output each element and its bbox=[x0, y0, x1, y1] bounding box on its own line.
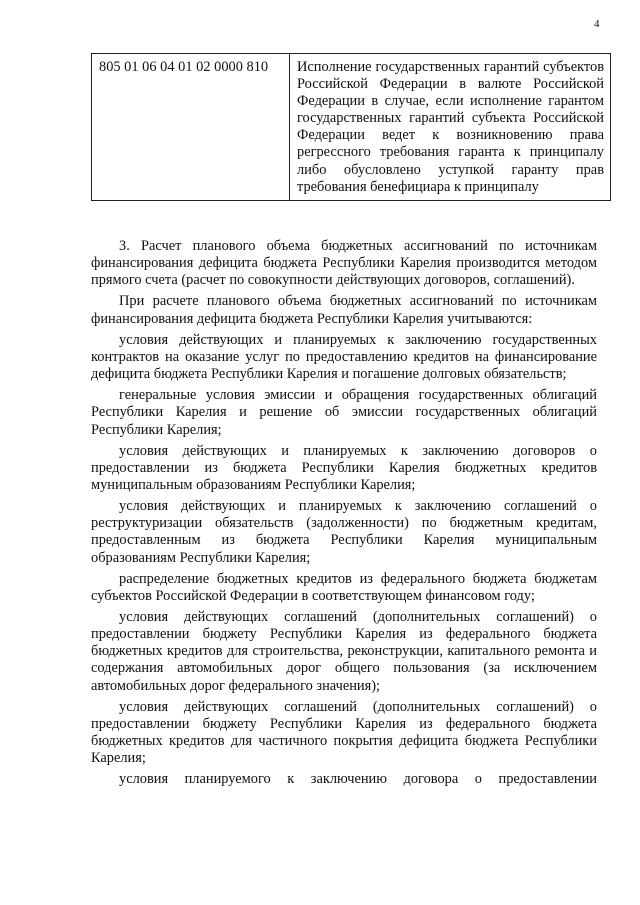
code-description: Исполнение государственных гарантий субъектов Российской Федерации в валюте Российской Федерации в случае, если исполнение гарантом государственных гарантий субъекта Российской Федерации ведет к возникновению права регрессного требования гаранта к принципалу либо обусловлено уступкой гаранту прав требования бенефициара к принципалу bbox=[290, 54, 611, 201]
document-body bbox=[91, 238, 597, 789]
list-item: условия действующих соглашений (дополнительных соглашений) о предоставлении бюджету Республики Карелия из федерального бюджета бюджетных кредитов для строительства, реконструкции, капитального ремонта и содержания автомобильных дорог общего пользования (за исключением автомобильных дорог федерального значения); bbox=[91, 609, 597, 694]
table-row bbox=[92, 54, 611, 201]
list-item: условия действующих и планируемых к заключению договоров о предоставлении из бюджета Республики Карелия бюджетных кредитов муниципальным образованиям Республики Карелия; bbox=[91, 442, 597, 493]
paragraph-calculation-method: 3. Расчет планового объема бюджетных ассигнований по источникам финансирования дефицита бюджета Республики Карелия производится методом прямого счета (расчет по совокупности действующих договоров, соглашений). bbox=[91, 238, 597, 289]
budget-code-table bbox=[91, 53, 611, 201]
page-number: 4 bbox=[594, 18, 600, 30]
list-item: условия действующих и планируемых к заключению государственных контрактов на оказание услуг по предоставлению кредитов на финансирование дефицита бюджета Республики Карелия и погашение долговых обязательств; bbox=[91, 331, 597, 383]
list-item: условия действующих и планируемых к заключению соглашений о реструктуризации обязательств (задолженности) по бюджетным кредитам, предоставленным из бюджета Республики Карелия муниципальным образованиям Республики Карелия; bbox=[91, 498, 597, 566]
list-item: распределение бюджетных кредитов из федерального бюджета бюджетам субъектов Российской Федерации в соответствующем финансовом году; bbox=[91, 570, 597, 604]
paragraph-considered-intro: При расчете планового объема бюджетных ассигнований по источникам финансирования дефицита бюджета Республики Карелия учитываются: bbox=[91, 293, 597, 327]
list-item: генеральные условия эмиссии и обращения государственных облигаций Республики Карелия и решение об эмиссии государственных облигаций Республики Карелия; bbox=[91, 387, 597, 438]
list-item: условия действующих соглашений (дополнительных соглашений) о предоставлении бюджету Республики Карелия из федерального бюджета бюджетных кредитов для частичного покрытия дефицита бюджета Республики Карелия; bbox=[91, 698, 597, 767]
budget-classification-code: 805 01 06 04 01 02 0000 810 bbox=[92, 54, 290, 201]
list-item: условия планируемого к заключению договора о предоставлении bbox=[119, 771, 597, 788]
